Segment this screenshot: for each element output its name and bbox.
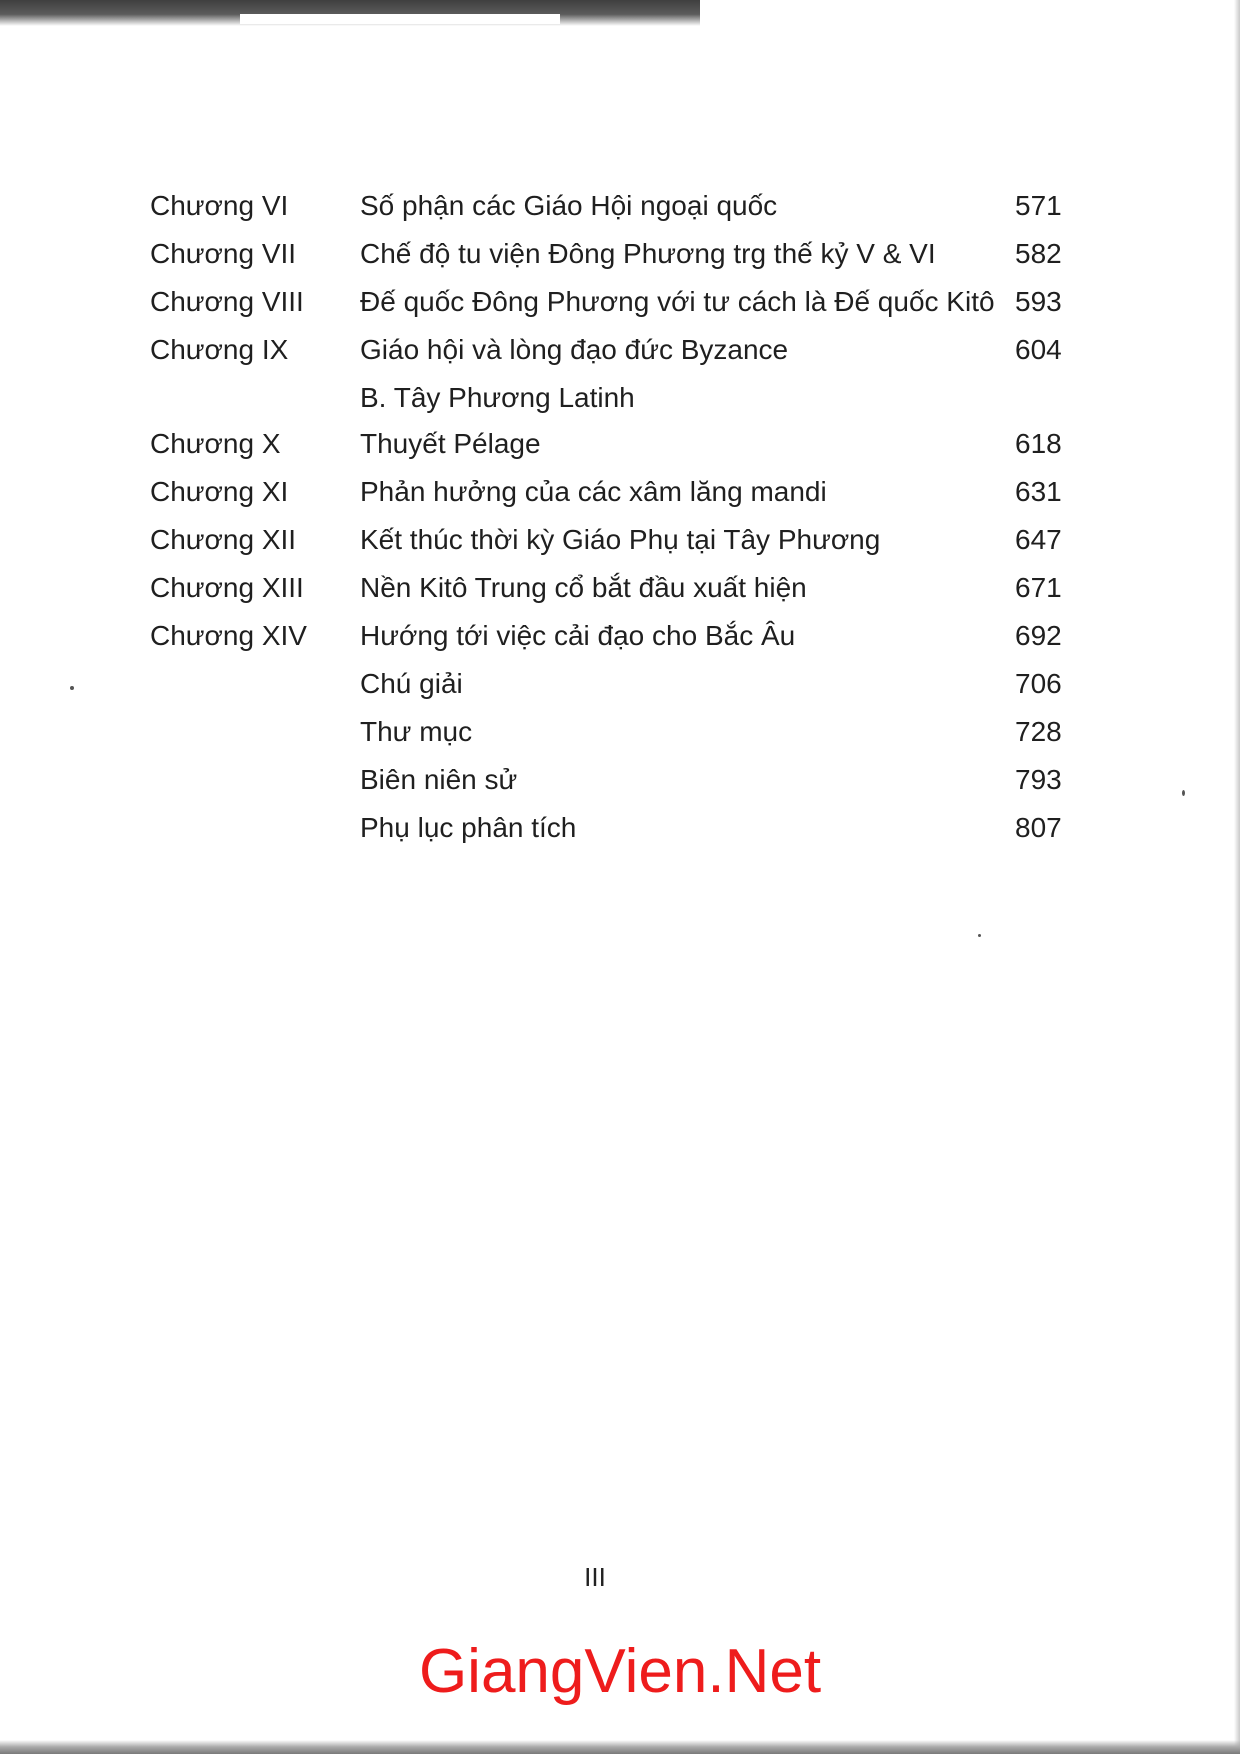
scan-edge-bottom [0,1740,1240,1754]
toc-title: Chế độ tu viện Đông Phương trg thế kỷ V & VI [360,238,936,269]
toc-row [150,330,1090,370]
toc-chapter: Chương VII [150,238,297,269]
toc-page: 671 [1015,572,1062,603]
toc-page: 728 [1015,716,1062,747]
toc-title: Chú giải [360,668,463,699]
table-of-contents [150,186,1090,856]
toc-row [150,186,1090,226]
toc-page: 618 [1015,428,1062,459]
toc-page: 706 [1015,668,1062,699]
toc-page: 647 [1015,524,1062,555]
toc-title: Số phận các Giáo Hội ngoại quốc [360,190,778,221]
toc-title: Thuyết Pélage [360,428,541,459]
toc-page: 593 [1015,286,1062,317]
toc-row [150,234,1090,274]
toc-section-heading [150,378,1090,418]
toc-row [150,568,1090,608]
toc-title: Đế quốc Đông Phương với tư cách là Đế quốc Kitô [360,286,995,317]
toc-page: 807 [1015,812,1062,843]
toc-title: Phụ lục phân tích [360,812,577,843]
toc-row [150,760,1090,800]
watermark-text: GiangVien.Net [418,1637,822,1706]
toc-page: 692 [1015,620,1062,651]
scan-speck [70,686,74,690]
toc-title: Hướng tới việc cải đạo cho Bắc Âu [360,620,796,651]
scan-speck [1182,790,1185,796]
toc-title: Kết thúc thời kỳ Giáo Phụ tại Tây Phương [360,524,881,555]
toc-chapter: Chương X [150,428,281,459]
scan-speck [978,934,981,937]
toc-chapter: Chương VI [150,190,289,221]
toc-title: B. Tây Phương Latinh [360,382,635,413]
toc-row [150,712,1090,752]
toc-page: 631 [1015,476,1062,507]
toc-row [150,282,1090,322]
toc-title: Thư mục [360,716,473,747]
scan-edge-top-gap [240,14,560,24]
toc-chapter: Chương XII [150,524,297,555]
toc-title: Nền Kitô Trung cổ bắt đầu xuất hiện [360,572,807,603]
toc-page: 604 [1015,334,1062,365]
toc-row [150,520,1090,560]
scan-edge-right [1234,0,1240,1754]
toc-chapter: Chương XI [150,476,289,507]
toc-chapter: Chương VIII [150,286,304,317]
page-number: III [584,1562,606,1592]
toc-chapter: Chương XIII [150,572,304,603]
toc-title: Phản hưởng của các xâm lăng mandi [360,476,827,507]
toc-row [150,664,1090,704]
toc-page: 582 [1015,238,1062,269]
toc-page: 571 [1015,190,1062,221]
toc-chapter: Chương XIV [150,620,307,651]
toc-row [150,616,1090,656]
toc-row [150,808,1090,848]
toc-title: Biên niên sử [360,764,518,795]
toc-chapter: Chương IX [150,334,289,365]
toc-row [150,424,1090,464]
toc-row [150,472,1090,512]
toc-title: Giáo hội và lòng đạo đức Byzance [360,334,789,365]
toc-page: 793 [1015,764,1062,795]
